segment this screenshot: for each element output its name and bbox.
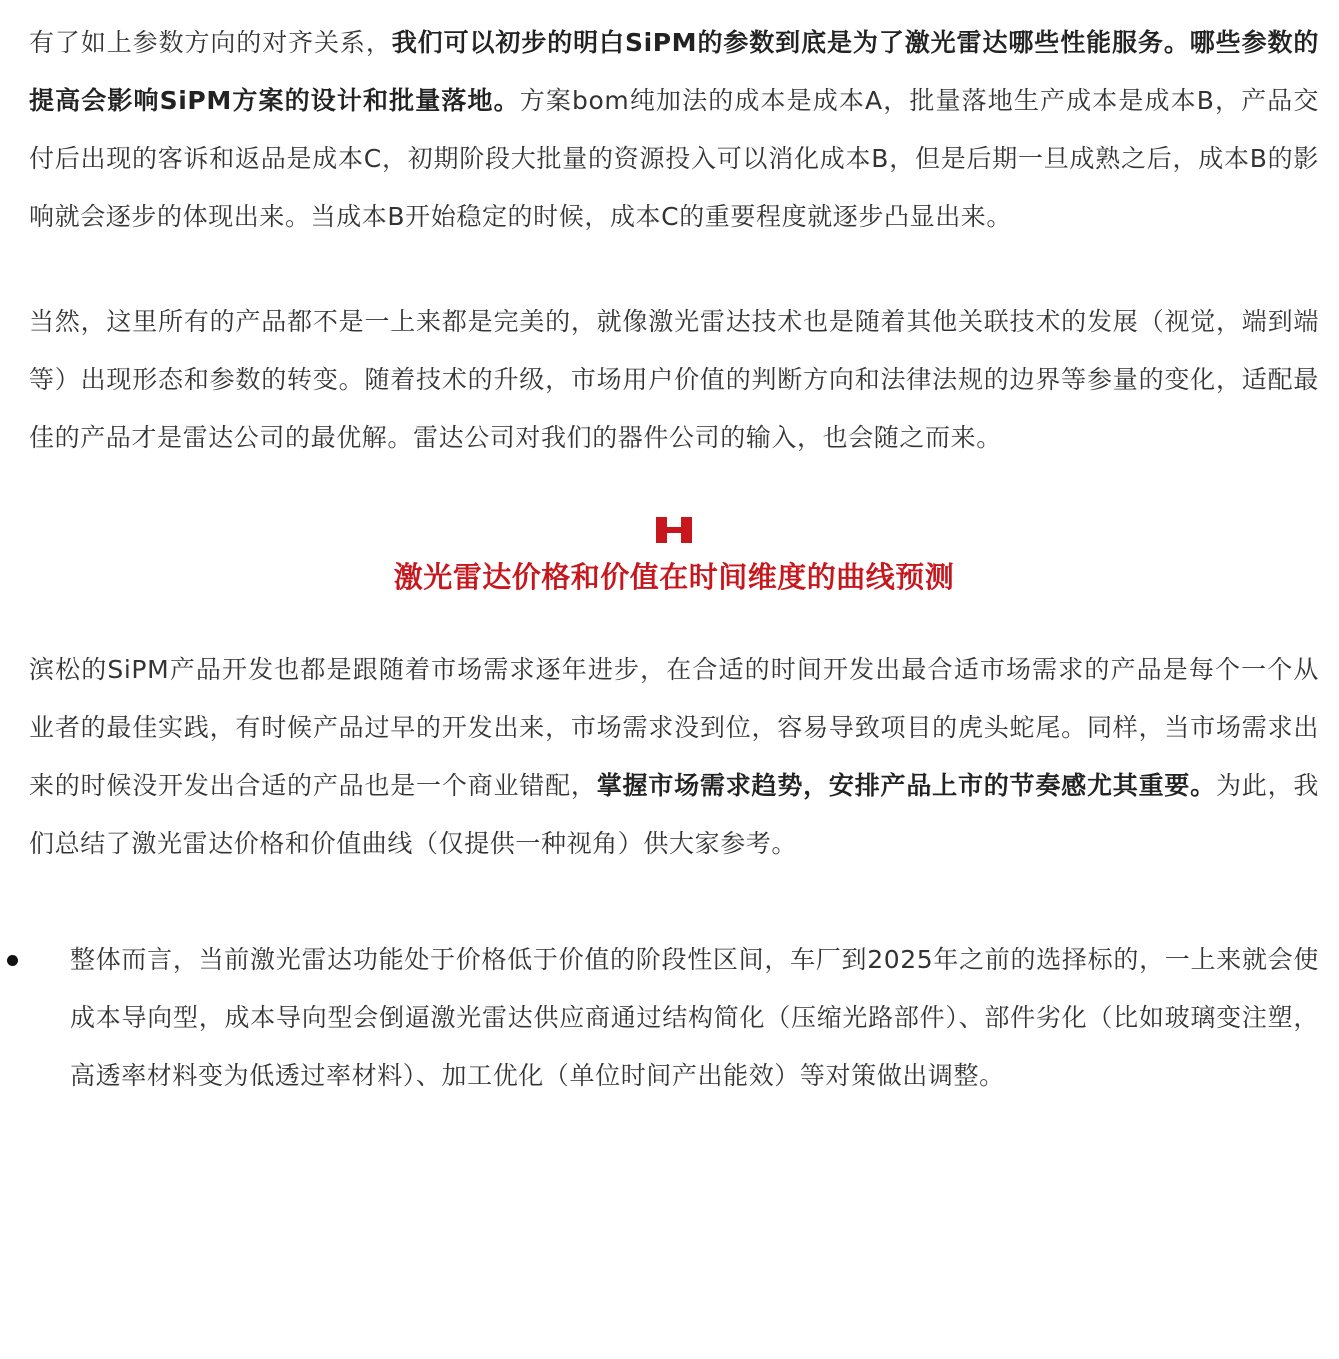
bold-emphasis: 我们可以初步的明白SiPM的参数到底是为了激光雷达哪些性能服务。哪些参数的提高会影响SiPM方案的设计和批量落地。: [29, 28, 1320, 115]
paragraph-product-evolution: [29, 293, 1319, 467]
section-heading: [29, 517, 1319, 597]
paragraph-hamamatsu-sipm: [29, 641, 1319, 873]
list-item-text: 整体而言，当前激光雷达功能处于价格低于价值的阶段性区间，车厂到2025年之前的选择标的，一上来就会使成本导向型，成本导向型会倒逼激光雷达供应商通过结构简化（压缩光路部件）、部件劣化（比如玻璃变注塑，高透率材料变为低透过率材料）、加工优化（单位时间产出能效）等对策做出调整。: [70, 945, 1319, 1090]
paragraph-text: 滨松的SiPM产品开发也都是跟随着市场需求逐年进步，在合适的时间开发出最合适市场需求的产品是每个一个从业者的最佳实践，有时候产品过早的开发出来，市场需求没到位，容易导致项目的虎头蛇尾。同样，当市场需求出来的时候没开发出合适的产品也是一个商业错配，: [29, 655, 1319, 800]
bullet-icon: [7, 955, 18, 966]
bullet-list: [29, 931, 1319, 1105]
paragraph-text: 方案bom纯加法的成本是成本A，批量落地生产成本是成本B，产品交付后出现的客诉和返品是成本C，初期阶段大批量的资源投入可以消化成本B，但是后期一旦成熟之后，成本B的影响就会逐步的体现出来。当成本B开始稳定的时候，成本C的重要程度就逐步凸显出来。: [29, 86, 1319, 231]
paragraph-text: 为此，我们总结了激光雷达价格和价值曲线（仅提供一种视角）供大家参考。: [29, 771, 1319, 858]
list-item: [29, 931, 1319, 1105]
paragraph-text: 有了如上参数方向的对齐关系，: [29, 28, 392, 57]
bold-emphasis: 掌握市场需求趋势，安排产品上市的节奏感尤其重要。: [596, 771, 1216, 800]
paragraph-text: 当然，这里所有的产品都不是一上来都是完美的，就像激光雷达技术也是随着其他关联技术的发展（视觉，端到端等）出现形态和参数的转变。随着技术的升级，市场用户价值的判断方向和法律法规的边界等参量的变化，适配最佳的产品才是雷达公司的最优解。雷达公司对我们的器件公司的输入，也会随之而来。: [29, 307, 1319, 452]
h-mark-icon: [656, 517, 692, 543]
paragraph-cost-analysis: [29, 14, 1319, 246]
article-body: [29, 14, 1319, 1105]
section-title: 激光雷达价格和价值在时间维度的曲线预测: [393, 560, 955, 594]
